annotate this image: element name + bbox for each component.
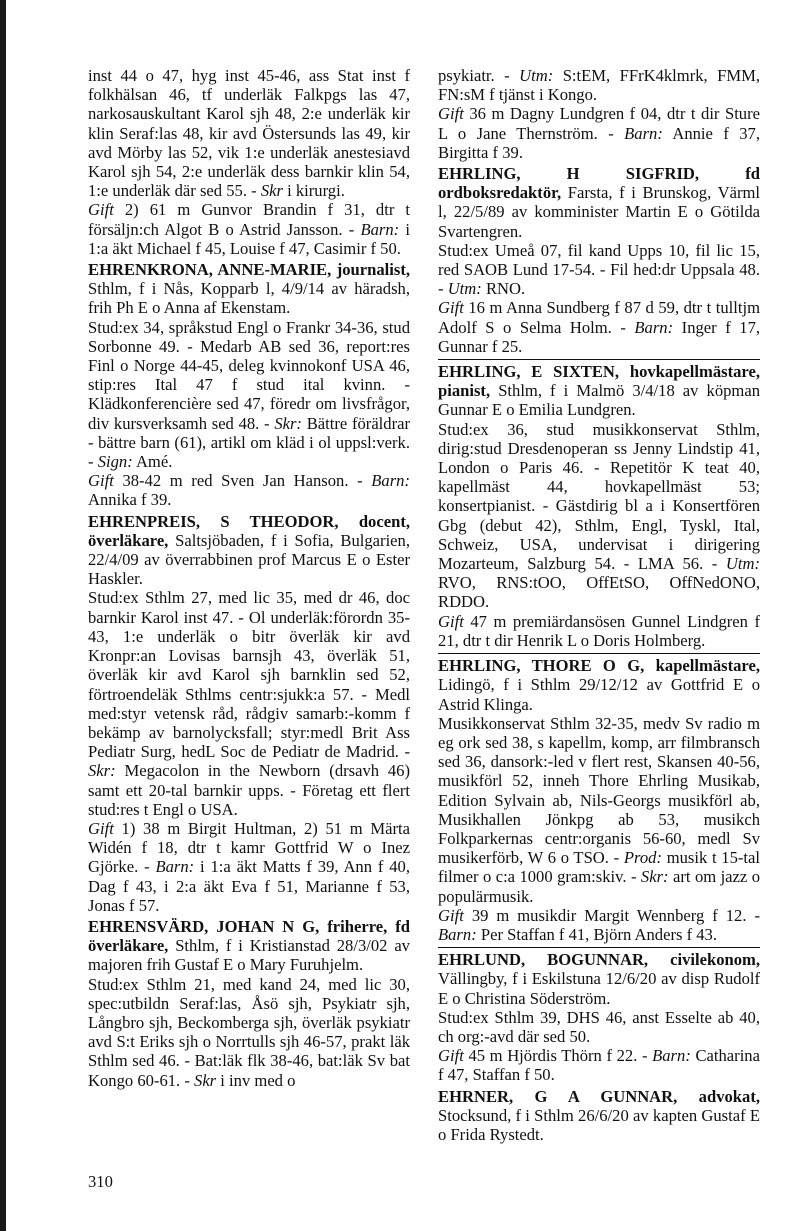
- entry-name: EHRNER, G A GUNNAR,: [438, 1086, 678, 1106]
- career-text-end: RVO, RNS:tOO, OffEtSO, OffNedONO, RDDO.: [438, 573, 760, 612]
- career-text-mid: musik t 15-tal filmer o c:a 1000 gram:skiv. -: [438, 848, 761, 887]
- entry-ehrling-e-sixten: [438, 359, 760, 650]
- entry-header: [88, 917, 410, 975]
- entry-title: advokat,: [698, 1086, 760, 1106]
- gift-label: Gift: [438, 905, 464, 925]
- entry-ehrenkrona: [88, 260, 410, 510]
- skr-label: Skr:: [274, 413, 302, 433]
- entry-family: [88, 200, 410, 258]
- children-text: i 1:a äkt Michael f 45, Louise f 47, Casimir f 50.: [88, 219, 410, 258]
- entry-career: [438, 1008, 760, 1046]
- entry-intro: Lidingö, f i Sthlm 29/12/12 av Gottfrid E o Astrid Klinga.: [438, 675, 760, 714]
- entry-continued: [88, 66, 410, 258]
- entry-name: EHRENPREIS, S THEODOR,: [88, 511, 339, 531]
- entry-header: [438, 362, 760, 420]
- entry-title: hovkapellmästare, pianist,: [438, 362, 761, 401]
- career-text-end: i kirurgi.: [287, 181, 345, 201]
- family-text: 47 m premiärdansösen Gunnel Lindgren f 21, dtr t dir Henrik L o Doris Holmberg.: [438, 611, 760, 650]
- gift-label: Gift: [438, 1046, 464, 1066]
- entry-family: [438, 298, 760, 356]
- career-text-end: RNO.: [485, 279, 526, 299]
- gift-label: Gift: [438, 298, 464, 318]
- entry-ehrensvard: [88, 917, 410, 1090]
- entry-continued: [438, 66, 760, 162]
- entry-name: EHRLING, H SIGFRID,: [438, 164, 700, 184]
- entry-intro: Sthlm, f i Kristianstad 28/3/02 av majoren frih Gustaf E o Mary Furuhjelm.: [88, 936, 410, 975]
- utm-label: Utm:: [447, 279, 482, 299]
- family-text: 36 m Dagny Lundgren f 04, dtr t dir Sture L o Jane Thernström. -: [438, 104, 760, 143]
- entry-title: docent, överläkare,: [88, 511, 410, 550]
- career-text: Musikkonservat Sthlm 32-35, medv Sv radio m eg ork sed 38, s kapellm, komp, arr filmbransch sed 36, dansork:-led v flert rest, Skansen 40-56, musikförl 52, inneh Thore Ehrling Musikab, Edition Sylvain ab, Nils-Georgs musikförl ab, Musikhallen Jönkpg ab 53, musikch Folkparkernas centr:organis 56-60, medl Sv musikerförb, W 6 o TSO. -: [438, 713, 760, 868]
- entry-title: civilekonom,: [670, 950, 760, 970]
- entry-name: EHRENKRONA, ANNE-MARIE,: [88, 260, 332, 280]
- entry-ehrenpreis: [88, 512, 410, 915]
- family-text: 1) 38 m Birgit Hultman, 2) 51 m Märta Widén f 18, dtr t kamr Gottfrid W o Inez Gjörke. -: [88, 818, 410, 877]
- career-text-end: S:tEM, FFrK4klmrk, FMM, FN:sM f tjänst i Kongo.: [438, 66, 760, 105]
- utm-label: Utm:: [725, 554, 760, 574]
- family-text: 16 m Anna Sundberg f 87 d 59, dtr t tulltjm Adolf S o Selma Holm. -: [438, 298, 760, 337]
- barn-label: Barn:: [652, 1046, 691, 1066]
- entry-intro: Stocksund, f i Sthlm 26/6/20 av kapten Gustaf E o Frida Rystedt.: [438, 1105, 760, 1144]
- entry-intro: Farsta, f i Brunskog, Värml l, 22/5/89 av komminister Martin E o Götilda Svartengren.: [438, 183, 760, 241]
- utm-label: Utm:: [519, 66, 554, 85]
- barn-label: Barn:: [438, 924, 477, 944]
- sign-label: Sign:: [97, 452, 133, 472]
- skr-label: Skr: [194, 1070, 217, 1090]
- entry-name: EHRLUND, BOGUNNAR,: [438, 950, 649, 970]
- entry-career: [88, 588, 410, 818]
- left-column: [88, 66, 410, 1090]
- children-text: Inger f 17, Gunnar f 25.: [438, 317, 761, 356]
- family-text: 45 m Hjördis Thörn f 22. -: [468, 1046, 648, 1066]
- page-number: 310: [88, 1172, 113, 1191]
- entry-career: [438, 241, 760, 299]
- gift-label: Gift: [88, 471, 114, 491]
- entry-header: [438, 1087, 760, 1145]
- entry-intro: Vällingby, f i Eskilstuna 12/6/20 av disp Rudolf E o Christina Söderström.: [438, 969, 760, 1008]
- barn-label: Barn:: [634, 317, 674, 337]
- right-column: [438, 66, 760, 1144]
- career-text: Stud:ex Umeå 07, fil kand Upps 10, fil lic 15, red SAOB Lund 17-54. - Fil hed:dr Uppsala 48. -: [438, 240, 760, 299]
- entry-ehrling-h-sigfrid: [438, 164, 760, 356]
- career-text-end: art om jazz o populärmusik.: [438, 867, 761, 906]
- entry-career: [438, 714, 760, 906]
- entry-family: [88, 819, 410, 915]
- entry-family: [438, 104, 760, 162]
- barn-label: Barn:: [371, 471, 410, 491]
- career-text: Stud:ex Sthlm 27, med lic 35, med dr 46, doc barnkir Karol inst 47. - Ol underläk:förordn 35-43, 1:e underläk o bitr överläk kir avd Kronpr:an Lovisas barnsjh 43, överläk 51, överläk kir avd Karol sjh barnklin sed 52, förtroendeläk Sthlms centr:sjukk:a 57. - Medl med:styr vetensk råd, rådgiv samarb:-komm f bekämp av barnolycksfall; styr:medl Brit Ass Pediatr Surg, hedL Soc de Pediatr de Madrid. -: [88, 588, 410, 762]
- entry-family: [438, 1046, 760, 1084]
- career-text-end: Amé.: [135, 452, 173, 472]
- children-text: i 1:a äkt Matts f 39, Ann f 40, Dag f 43, i 2:a äkt Eva f 51, Marianne f 53, Jonas f 57.: [88, 857, 410, 915]
- entry-name: EHRLING, E SIXTEN,: [438, 362, 620, 382]
- family-text: 2) 61 m Gunvor Brandin f 31, dtr t försäljn:ch Algot B o Astrid Jansson. -: [88, 200, 410, 239]
- skr-label: Skr: [260, 181, 283, 201]
- career-text: inst 44 o 47, hyg inst 45-46, ass Stat inst f folkhälsan 46, tf underläk Falkpgs las 47, narkosauskultant Karol sjh 48, 2:e underläk kir klin Seraf:las 48, kir avd Östersunds las 49, kir avd Mörby las 52, vik 1:e underläk anestesiavd Karol sjh 54, 2:e underläk dess barnkir klin 54, 1:e underläk där sed 55. -: [88, 66, 410, 201]
- entry-header: [438, 656, 760, 714]
- entry-family: [438, 906, 760, 944]
- entry-intro: Saltsjöbaden, f i Sofia, Bulgarien, 22/4/09 av överrabbinen prof Marcus E o Ester Haskler.: [88, 530, 410, 589]
- entry-ehrlund: [438, 947, 760, 1084]
- prod-label: Prod:: [623, 848, 662, 868]
- entry-header: [88, 512, 410, 589]
- entry-family: [88, 471, 410, 509]
- entry-career: [438, 420, 760, 612]
- entry-family: [438, 612, 760, 650]
- entry-career: [88, 318, 410, 472]
- skr-label: Skr:: [640, 867, 669, 887]
- children-text: Catharina f 47, Staffan f 50.: [438, 1046, 760, 1085]
- children-text: Annika f 39.: [88, 490, 172, 510]
- children-text: Annie f 37, Birgitta f 39.: [438, 123, 760, 162]
- career-text-end: Megacolon in the Newborn (drsavh 46) samt ett 20-tal barnkir upps. - Företag ett flert stud:res t Engl o USA.: [88, 761, 410, 819]
- entry-intro: Sthlm, f i Nås, Kopparb l, 4/9/14 av häradsh, frih Ph E o Anna af Ekenstam.: [88, 279, 410, 318]
- entry-title: friherre, fd överläkare,: [88, 916, 410, 956]
- entry-name: EHRLING, THORE O G,: [438, 656, 645, 676]
- entry-ehrling-thore: [438, 653, 760, 944]
- entry-title: kapellmästare,: [655, 656, 760, 676]
- career-text: Stud:ex Sthlm 39, DHS 46, anst Esselte ab 40, ch org:-avd där sed 50.: [438, 1007, 760, 1046]
- entry-header: [88, 260, 410, 318]
- entry-ehrner: [438, 1087, 760, 1145]
- entry-header: [438, 950, 760, 1008]
- career-text: psykiatr. -: [438, 66, 510, 85]
- family-text: 38-42 m red Sven Jan Hanson. -: [122, 471, 363, 491]
- entry-header: [438, 164, 760, 241]
- family-text: 39 m musikdir Margit Wennberg f 12. -: [471, 905, 760, 925]
- entry-name: EHRENSVÄRD, JOHAN N G,: [88, 916, 320, 936]
- entry-title: fd ordboksredaktör,: [438, 164, 760, 203]
- career-text-mid: Bättre föräldrar - bättre barn (61), artikl om kläd i ol uppsl:verk. -: [88, 413, 411, 472]
- career-text-end: i inv med o: [220, 1070, 296, 1090]
- barn-label: Barn:: [155, 857, 195, 877]
- entry-title: journalist,: [336, 260, 410, 280]
- barn-label: Barn:: [360, 219, 400, 239]
- entry-intro: Sthlm, f i Malmö 3/4/18 av köpman Gunnar E o Emilia Lundgren.: [438, 381, 760, 420]
- entry-career: [88, 975, 410, 1090]
- entry-career: [88, 66, 410, 200]
- skr-label: Skr:: [88, 761, 116, 781]
- gift-label: Gift: [438, 611, 464, 631]
- children-text: Per Staffan f 41, Björn Anders f 43.: [480, 924, 717, 944]
- entry-career: [438, 66, 760, 104]
- gift-label: Gift: [88, 200, 114, 220]
- career-text: Stud:ex Sthlm 21, med kand 24, med lic 30, spec:utbildn Seraf:las, Åsö sjh, Psykiatr sjh, Långbro sjh, Beckomberga sjh, överläk psykiatr avd S:t Eriks sjh o Norrtulls sjh 46-57, prakt läk Sthlm sed 46. - Bat:läk flk 38-46, bat:läk Sv bat Kongo 60-61. -: [88, 974, 410, 1090]
- gift-label: Gift: [438, 104, 464, 124]
- gift-label: Gift: [88, 818, 114, 838]
- career-text: Stud:ex 36, stud musikkonservat Sthlm, dirig:stud Dresdenoperan ss Jenny Lindstip 41, London o Paris 46. - Repetitör K teat 40, kapellmäst 44, hovkapellmäst 53; konsertpianist. - Gästdirig bl a i Konsertfören Gbg (debut 42), Sthlm, Engl, Tyskl, Ital, Schweiz, USA, undervisat i dirigering Mozarteum, Salzburg 54. - LMA 56. -: [438, 419, 760, 574]
- scan-edge: [0, 0, 6, 1231]
- career-text: Stud:ex 34, språkstud Engl o Frankr 34-36, stud Sorbonne 49. - Medarb AB sed 36, report:res Finl o Norge 44-45, deleg kvinnokonf USA 46, stip:res Ital 47 f stud ital kvinn. - Klädkonferencière sed 47, föredr om livsfrågor, div kursverksamh sed 48. -: [88, 317, 410, 433]
- barn-label: Barn:: [624, 123, 663, 143]
